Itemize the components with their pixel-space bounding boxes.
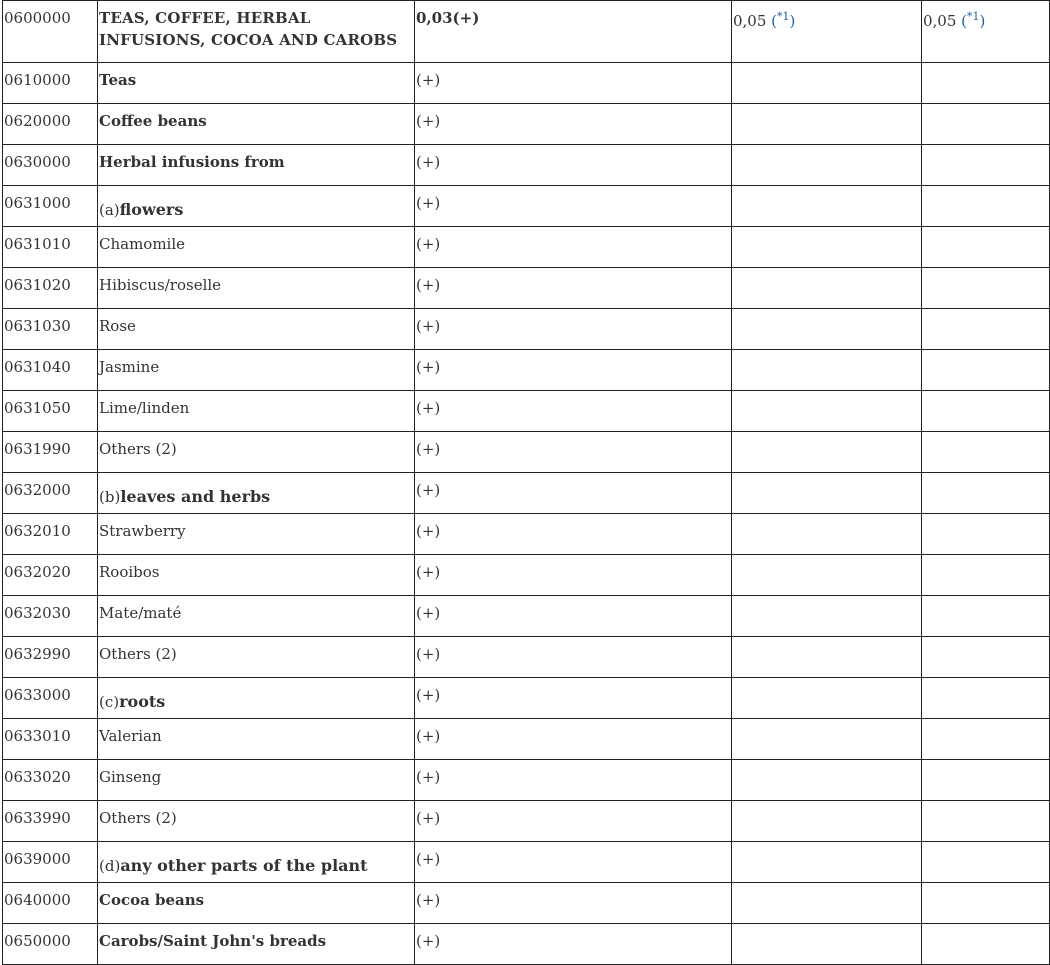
product-code: 0631010 [3, 227, 98, 268]
product-name-text: Rose [99, 317, 136, 335]
product-name [98, 63, 415, 104]
subgroup-label [99, 855, 368, 877]
mrl-value [415, 268, 732, 309]
product-name [98, 391, 415, 432]
mrl-column-4 [732, 432, 922, 473]
mrl-value-text: (+) [416, 932, 441, 950]
mrl-value-text: 0,03(+) [416, 9, 480, 27]
product-name [98, 801, 415, 842]
mrl-value [415, 637, 732, 678]
mrl-value-text: (+) [416, 358, 441, 376]
mrl-column-4 [732, 883, 922, 924]
product-code: 0639000 [3, 842, 98, 883]
product-code: 0630000 [3, 145, 98, 186]
mrl-value-text: (+) [416, 645, 441, 663]
mrl-value [415, 678, 732, 719]
mrl-column-5 [922, 637, 1050, 678]
subgroup-prefix: (c) [99, 693, 120, 711]
mrl-column-4 [732, 555, 922, 596]
mrl-column-5 [922, 350, 1050, 391]
mrl-value [415, 883, 732, 924]
mrl-column-5 [922, 309, 1050, 350]
mrl-value-text: (+) [416, 891, 441, 909]
mrl-column-5 [922, 678, 1050, 719]
table-row [3, 186, 1050, 227]
mrl-value [415, 842, 732, 883]
mrl-column-5 [922, 514, 1050, 555]
mrl-column-4 [732, 63, 922, 104]
product-name [98, 678, 415, 719]
table-row [3, 432, 1050, 473]
table-row [3, 1, 1050, 63]
mrl-column-4 [732, 678, 922, 719]
mrl-value [415, 596, 732, 637]
subgroup-label [99, 691, 165, 713]
table-row [3, 801, 1050, 842]
product-code: 0631050 [3, 391, 98, 432]
mrl-value [415, 432, 732, 473]
footnote-marker[interactable]: *1 [777, 10, 790, 23]
subgroup-name: roots [119, 692, 166, 711]
footnote-reference-link[interactable]: ($^{*1}$) [771, 10, 796, 30]
mrl-value-text: (+) [416, 604, 441, 622]
subgroup-prefix: (b) [99, 488, 121, 506]
mrl-value-text: (+) [416, 809, 441, 827]
mrl-column-5 [922, 432, 1050, 473]
mrl-value-text: (+) [416, 71, 441, 89]
mrl-value [415, 391, 732, 432]
mrl-value [415, 145, 732, 186]
mrl-table [2, 0, 1050, 965]
product-code: 0631990 [3, 432, 98, 473]
mrl-limit-value: 0,05 [733, 12, 772, 30]
table-row [3, 473, 1050, 514]
table-row [3, 63, 1050, 104]
mrl-value-text: (+) [416, 768, 441, 786]
mrl-column-5 [922, 227, 1050, 268]
table-row [3, 514, 1050, 555]
product-name-text: Jasmine [99, 358, 160, 376]
mrl-value [415, 350, 732, 391]
mrl-column-5 [922, 801, 1050, 842]
table-row [3, 842, 1050, 883]
subgroup-name: flowers [119, 200, 184, 219]
table-row [3, 309, 1050, 350]
subgroup-label [99, 486, 270, 508]
table-row [3, 678, 1050, 719]
mrl-column-5 [922, 145, 1050, 186]
mrl-value [415, 801, 732, 842]
product-code: 0632020 [3, 555, 98, 596]
mrl-column-5 [922, 924, 1050, 965]
mrl-column-5 [922, 186, 1050, 227]
product-name [98, 268, 415, 309]
product-code: 0631030 [3, 309, 98, 350]
mrl-value-text: (+) [416, 317, 441, 335]
mrl-column-4 [732, 719, 922, 760]
product-code: 0632010 [3, 514, 98, 555]
mrl-value-text: (+) [416, 399, 441, 417]
mrl-value-text: (+) [416, 481, 441, 499]
mrl-value [415, 924, 732, 965]
mrl-value [415, 473, 732, 514]
product-name-text: Rooibos [99, 563, 160, 581]
mrl-column-5 [922, 391, 1050, 432]
mrl-column-5 [922, 555, 1050, 596]
product-code: 0633000 [3, 678, 98, 719]
mrl-value-text: (+) [416, 153, 441, 171]
product-code: 0600000 [3, 1, 98, 63]
product-name-text: Chamomile [99, 235, 186, 253]
mrl-column-5 [922, 1, 1050, 63]
table-row [3, 760, 1050, 801]
mrl-value-text: (+) [416, 194, 441, 212]
mrl-value-text: (+) [416, 563, 441, 581]
product-code: 0632030 [3, 596, 98, 637]
product-name-text: Hibiscus/roselle [99, 276, 222, 294]
table-row [3, 555, 1050, 596]
mrl-value [415, 104, 732, 145]
product-name-text: Carobs/Saint John's breads [99, 932, 327, 950]
product-name [98, 186, 415, 227]
product-name-text: Lime/linden [99, 399, 190, 417]
mrl-column-4 [732, 473, 922, 514]
mrl-limit-value: 0,05 [923, 12, 962, 30]
mrl-value [415, 309, 732, 350]
mrl-value [415, 186, 732, 227]
mrl-column-5 [922, 883, 1050, 924]
product-name-text: Valerian [99, 727, 162, 745]
mrl-value-text: (+) [416, 522, 441, 540]
table-row [3, 391, 1050, 432]
subgroup-label [99, 199, 183, 221]
mrl-column-4 [732, 350, 922, 391]
mrl-value [415, 1, 732, 63]
product-name [98, 514, 415, 555]
mrl-column-4 [732, 760, 922, 801]
subgroup-name: leaves and herbs [120, 487, 271, 506]
mrl-value [415, 514, 732, 555]
subgroup-prefix: (d) [99, 857, 121, 875]
table-row [3, 637, 1050, 678]
product-code: 0620000 [3, 104, 98, 145]
mrl-value-text: (+) [416, 440, 441, 458]
product-code: 0610000 [3, 63, 98, 104]
product-name-text: Others (2) [99, 809, 177, 827]
product-name [98, 637, 415, 678]
product-code: 0631000 [3, 186, 98, 227]
table-row [3, 596, 1050, 637]
product-code: 0633020 [3, 760, 98, 801]
mrl-value [415, 227, 732, 268]
subgroup-prefix: (a) [99, 201, 120, 219]
mrl-value [415, 760, 732, 801]
mrl-column-4 [732, 391, 922, 432]
mrl-column-5 [922, 104, 1050, 145]
product-name-text: TEAS, COFFEE, HERBAL INFUSIONS, COCOA AND CAROBS [99, 9, 398, 49]
product-code: 0650000 [3, 924, 98, 965]
product-code: 0633010 [3, 719, 98, 760]
product-code: 0632000 [3, 473, 98, 514]
mrl-column-4 [732, 514, 922, 555]
product-name [98, 719, 415, 760]
table-row [3, 104, 1050, 145]
product-code: 0632990 [3, 637, 98, 678]
mrl-column-5 [922, 719, 1050, 760]
product-name-text: Mate/maté [99, 604, 182, 622]
product-name [98, 760, 415, 801]
product-name [98, 227, 415, 268]
mrl-value-text: (+) [416, 276, 441, 294]
table-row [3, 268, 1050, 309]
product-name [98, 1, 415, 63]
mrl-value [415, 555, 732, 596]
mrl-table-body [3, 1, 1050, 965]
product-name-text: Others (2) [99, 645, 177, 663]
footnote-marker[interactable]: *1 [967, 10, 980, 23]
mrl-column-5 [922, 596, 1050, 637]
product-code: 0631020 [3, 268, 98, 309]
mrl-column-4 [732, 104, 922, 145]
mrl-column-5 [922, 268, 1050, 309]
mrl-value-text: (+) [416, 112, 441, 130]
product-name-text: Teas [99, 71, 137, 89]
product-name [98, 596, 415, 637]
product-code: 0633990 [3, 801, 98, 842]
table-row [3, 227, 1050, 268]
mrl-value [415, 63, 732, 104]
mrl-value-text: (+) [416, 850, 441, 868]
mrl-value-text: (+) [416, 235, 441, 253]
mrl-column-5 [922, 473, 1050, 514]
mrl-column-4 [732, 596, 922, 637]
product-name [98, 104, 415, 145]
mrl-column-4 [732, 637, 922, 678]
product-name [98, 350, 415, 391]
mrl-column-5 [922, 760, 1050, 801]
product-name [98, 473, 415, 514]
table-row [3, 883, 1050, 924]
product-name-text: Cocoa beans [99, 891, 205, 909]
mrl-column-4 [732, 924, 922, 965]
product-name [98, 432, 415, 473]
product-name [98, 842, 415, 883]
product-code: 0631040 [3, 350, 98, 391]
mrl-column-4 [732, 1, 922, 63]
product-name [98, 555, 415, 596]
mrl-value-text: (+) [416, 686, 441, 704]
mrl-column-4 [732, 801, 922, 842]
product-name-text: Strawberry [99, 522, 186, 540]
mrl-column-4 [732, 227, 922, 268]
mrl-column-4 [732, 145, 922, 186]
subgroup-name: any other parts of the plant [120, 856, 368, 875]
product-name-text: Coffee beans [99, 112, 207, 130]
mrl-column-4 [732, 309, 922, 350]
mrl-column-4 [732, 268, 922, 309]
mrl-column-4 [732, 842, 922, 883]
table-row [3, 924, 1050, 965]
mrl-column-4 [732, 186, 922, 227]
footnote-reference-link[interactable]: ($^{*1}$) [961, 10, 986, 30]
table-row [3, 719, 1050, 760]
product-code: 0640000 [3, 883, 98, 924]
mrl-value-text: (+) [416, 727, 441, 745]
product-name-text: Others (2) [99, 440, 177, 458]
product-name [98, 145, 415, 186]
product-name-text: Herbal infusions from [99, 153, 285, 171]
product-name [98, 309, 415, 350]
product-name [98, 883, 415, 924]
mrl-column-5 [922, 63, 1050, 104]
table-row [3, 350, 1050, 391]
product-name [98, 924, 415, 965]
mrl-column-5 [922, 842, 1050, 883]
mrl-value [415, 719, 732, 760]
table-row [3, 145, 1050, 186]
product-name-text: Ginseng [99, 768, 162, 786]
